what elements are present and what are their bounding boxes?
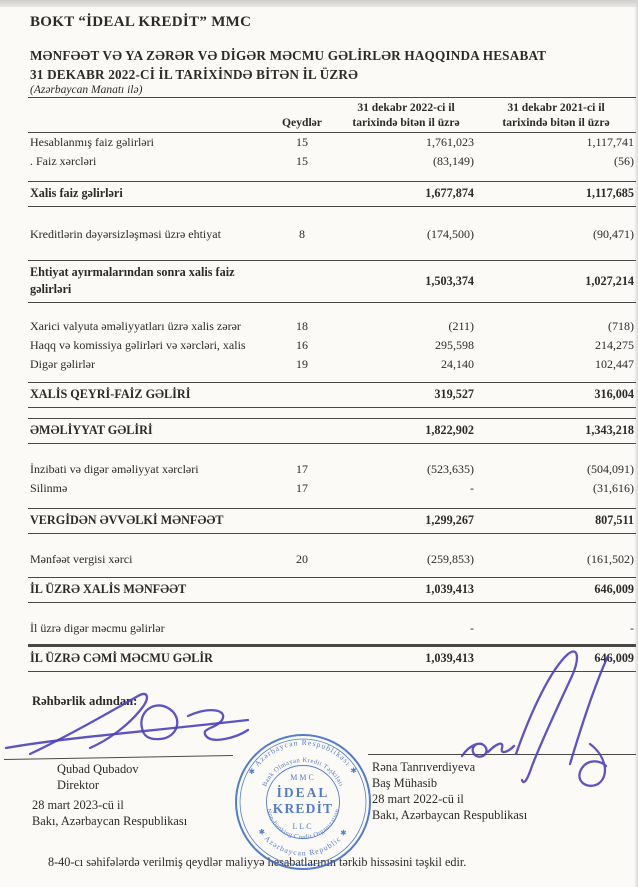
row-value-2021: (161,502) xyxy=(587,552,634,566)
row-value-2022: 24,140 xyxy=(441,357,474,371)
row-label: Hesablanmış faiz gəlirləri xyxy=(30,135,154,149)
signature-heading: Rəhbərlik adından: xyxy=(32,694,138,708)
header-2022-line1: 31 dekabr 2022-ci il xyxy=(357,101,455,114)
table-row xyxy=(28,619,636,638)
report-title-line1: MƏNFƏƏT VƏ YA ZƏRƏR VƏ DİGƏR MƏCMU GƏLİRLƏR HAQQINDA HESABAT xyxy=(30,48,547,63)
table-row xyxy=(28,152,636,171)
row-note-ref: 19 xyxy=(296,357,308,371)
stamp-ring-text-outer-top: ✱ Azərbaycan Respublikası ✱ xyxy=(246,737,360,777)
row-note-ref: 16 xyxy=(296,338,308,352)
row-label: Haqq və komissiya gəlirləri və xərcləri, xalis xyxy=(30,338,246,352)
signatory-left xyxy=(57,761,139,793)
table-row xyxy=(28,460,636,479)
income-statement-table xyxy=(28,97,636,672)
row-value-2022: 295,598 xyxy=(435,338,474,352)
scan-artifact-top xyxy=(0,0,638,7)
row-label: Digər gəlirlər xyxy=(30,357,95,371)
row-value-2022: 1,299,267 xyxy=(425,513,474,527)
stamp-center-mmc: MMC xyxy=(290,773,316,782)
row-value-2021: 646,009 xyxy=(594,582,634,596)
row-value-2021: (504,091) xyxy=(587,462,634,476)
row-value-2021: (718) xyxy=(608,319,634,333)
table-row xyxy=(28,418,636,444)
row-label: VERGİDƏN ƏVVƏLKİ MƏNFƏƏT xyxy=(30,513,224,527)
date-block-right xyxy=(372,791,527,823)
row-label: XALİS QEYRİ-FAİZ GƏLİRİ xyxy=(30,387,191,401)
report-title-line2: 31 DEKABR 2022-Cİ İL TARİXİNDƏ BİTƏN İL ÜZRƏ xyxy=(30,67,359,82)
table-row xyxy=(28,550,636,569)
row-value-2021: (31,616) xyxy=(593,481,634,495)
row-value-2022: 1,761,023 xyxy=(426,135,474,149)
date-block-left xyxy=(32,797,187,829)
place-left: Bakı, Azərbaycan Respublikası xyxy=(32,814,188,828)
row-value-2022: - xyxy=(470,481,474,495)
row-value-2021: 214,275 xyxy=(595,338,634,352)
report-title xyxy=(30,46,546,84)
stamp-ring-text-inner-top: Bank Olmayan Kredit Təşkilatı xyxy=(261,756,345,788)
row-value-2021: 646,009 xyxy=(594,651,634,665)
row-value-2022: (211) xyxy=(448,319,474,333)
table-row xyxy=(28,260,636,303)
row-label: Xalis faiz gəlirləri xyxy=(30,186,123,200)
row-value-2022: (259,853) xyxy=(427,552,474,566)
row-label: Ehtiyat ayırmalarından sonra xalis faiz gəlirləri xyxy=(30,265,235,296)
table-body xyxy=(28,133,636,672)
row-value-2021: 1,117,685 xyxy=(585,186,634,200)
row-value-2021: - xyxy=(630,621,634,635)
row-value-2022: 1,039,413 xyxy=(425,651,474,665)
stamp-center-ideal: İDEAL xyxy=(276,785,330,800)
row-value-2022: 1,677,874 xyxy=(425,186,474,200)
row-value-2021: 1,027,214 xyxy=(585,273,634,288)
header-year-2022 xyxy=(336,101,476,130)
row-label: Xarici valyuta əməliyyatları üzrə xalis zərər xyxy=(30,319,241,333)
table-row xyxy=(28,336,636,355)
date-right: 28 mart 2022-cü il xyxy=(372,792,464,806)
row-value-2022: 1,822,902 xyxy=(425,423,474,437)
row-value-2022: (523,635) xyxy=(427,462,474,476)
signatory-right-name: Rəna Tanrıverdiyeva xyxy=(372,760,476,774)
row-label: . Faiz xərcləri xyxy=(30,154,97,168)
row-label: İnzibati və digər əməliyyat xərcləri xyxy=(30,462,199,476)
table-row xyxy=(28,644,636,672)
header-notes: Qeydlər xyxy=(282,115,322,129)
place-right: Bakı, Azərbaycan Respublikası xyxy=(372,808,528,822)
table-row xyxy=(28,479,636,498)
header-spacer xyxy=(28,101,268,130)
row-value-2021: 807,511 xyxy=(595,513,634,527)
row-note-ref: 18 xyxy=(296,319,308,333)
row-label: İl üzrə digər məcmu gəlirlər xyxy=(30,621,165,635)
row-value-2022: 1,039,413 xyxy=(425,582,474,596)
stamp-ring-text-outer-bottom: ✱ Azərbaycan Republic ✱ xyxy=(256,826,350,858)
row-note-ref: 15 xyxy=(296,135,308,149)
signatory-right-title: Baş Mühasib xyxy=(372,776,438,790)
row-label: İL ÜZRƏ XALİS MƏNFƏƏT xyxy=(30,582,187,596)
table-header-row xyxy=(28,98,636,133)
date-left: 28 mart 2023-cü il xyxy=(32,798,124,812)
row-value-2022: - xyxy=(470,621,474,635)
stamp-center-llc: LLC xyxy=(292,822,314,831)
header-2021-line1: 31 dekabr 2021-ci il xyxy=(507,101,605,114)
row-value-2022: 1,503,374 xyxy=(425,273,474,288)
signatory-left-title: Direktor xyxy=(57,778,99,792)
row-label: Kreditlərin dəyərsizləşməsi üzrə ehtiyat xyxy=(30,227,221,241)
header-2022-line2: tarixində bitən il üzrə xyxy=(352,115,460,129)
row-label: Silinmə xyxy=(30,481,68,495)
row-value-2021: 316,004 xyxy=(594,387,634,401)
table-row xyxy=(28,382,636,408)
company-stamp xyxy=(233,732,373,872)
row-label: ƏMƏLİYYAT GƏLİRİ xyxy=(30,423,153,437)
header-year-2021 xyxy=(476,101,636,130)
row-value-2021: 1,343,218 xyxy=(585,423,634,437)
stamp-ring-text-inner-bottom: Non-banking Credit Organization xyxy=(264,807,342,842)
row-value-2021: 102,447 xyxy=(595,357,634,371)
row-value-2022: 319,527 xyxy=(434,387,474,401)
row-note-ref: 8 xyxy=(299,227,305,241)
currency-note: (Azərbaycan Manatı ilə) xyxy=(30,84,143,96)
table-row xyxy=(28,577,636,603)
table-row xyxy=(28,508,636,534)
row-note-ref: 20 xyxy=(296,552,308,566)
table-row xyxy=(28,181,636,207)
header-2021-line2: tarixində bitən il üzrə xyxy=(502,115,610,129)
row-value-2021: 1,117,741 xyxy=(586,135,634,149)
table-row xyxy=(28,225,636,244)
signature-line-right xyxy=(368,754,636,755)
row-value-2021: (90,471) xyxy=(593,227,634,241)
row-value-2021: (56) xyxy=(614,154,634,168)
stamp-center-kredit: KREDİT xyxy=(272,801,334,816)
row-value-2022: (83,149) xyxy=(433,154,474,168)
company-name: BOKT “İDEAL KREDİT” MMC xyxy=(30,14,252,30)
table-row xyxy=(28,355,636,374)
row-note-ref: 15 xyxy=(296,154,308,168)
footer-note: 8-40-cı səhifələrdə verilmiş qeydlər maliyyə hesabatlarının tərkib hissəsini təşkil edir. xyxy=(48,855,467,869)
signatory-right xyxy=(372,759,475,791)
table-row xyxy=(28,317,636,336)
row-label: Mənfəət vergisi xərci xyxy=(30,552,133,566)
row-note-ref: 17 xyxy=(296,481,308,495)
row-value-2022: (174,500) xyxy=(427,227,474,241)
row-label: İL ÜZRƏ CƏMİ MƏCMU GƏLİR xyxy=(30,651,213,665)
row-note-ref: 17 xyxy=(296,462,308,476)
signature-line-left xyxy=(4,755,233,760)
signatory-left-name: Qubad Qubadov xyxy=(57,762,139,776)
table-row xyxy=(28,133,636,152)
